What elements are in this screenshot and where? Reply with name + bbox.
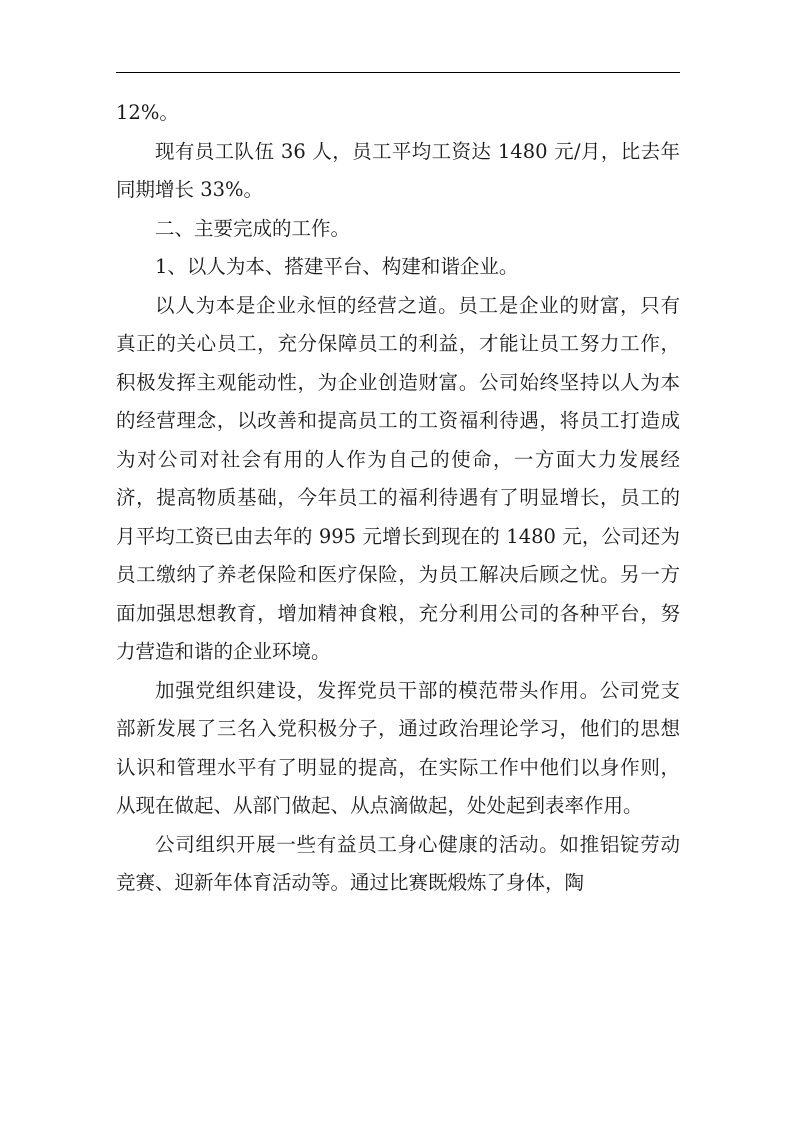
paragraph-staff-salary: 现有员工队伍 36 人，员工平均工资达 1480 元/月，比去年同期增长 33%。 [116, 139, 680, 201]
paragraph-people-oriented: 以人为本是企业永恒的经营之道。员工是企业的财富，只有真正的关心员工，充分保障员工的利益，才能让员工努力工作，积极发挥主观能动性，为企业创造财富。公司始终坚持以人为本的经营理念，以改善和提高员工的工资福利待遇，将员工打造成为对公司对社会有用的人作为自己的使命，一方面大力发展经济，提高物质基础，今年员工的福利待遇有了明显增长，员工的月平均工资已由去年的 995 元增长到现在的 1480 元，公司还为员工缴纳了养老保险和医疗保险，为员工解决后顾之忧。另一方面加强思想教育，增加精神食粮，充分利用公司的各种平台，努力营造和谐的企业环境。 [116, 293, 680, 663]
paragraph-party-building: 加强党组织建设，发挥党员干部的模范带头作用。公司党支部新发展了三名入党积极分子，通过政治理论学习，他们的思想认识和管理水平有了明显的提高，在实际工作中他们以身作则，从现在做起、从部门做起、从点滴做起，处处起到表率作用。 [116, 678, 680, 817]
paragraph-continuation: 12%。 [116, 101, 179, 124]
header-rule [116, 72, 680, 73]
subsection-heading: 1、以人为本、搭建平台、构建和谐企业。 [155, 255, 519, 278]
paragraph-activities: 公司组织开展一些有益员工身心健康的活动。如推铝锭劳动竞赛、迎新年体育活动等。通过比赛既煅炼了身体，陶 [116, 832, 680, 894]
section-heading: 二、主要完成的工作。 [155, 216, 351, 240]
document-body [116, 94, 680, 903]
